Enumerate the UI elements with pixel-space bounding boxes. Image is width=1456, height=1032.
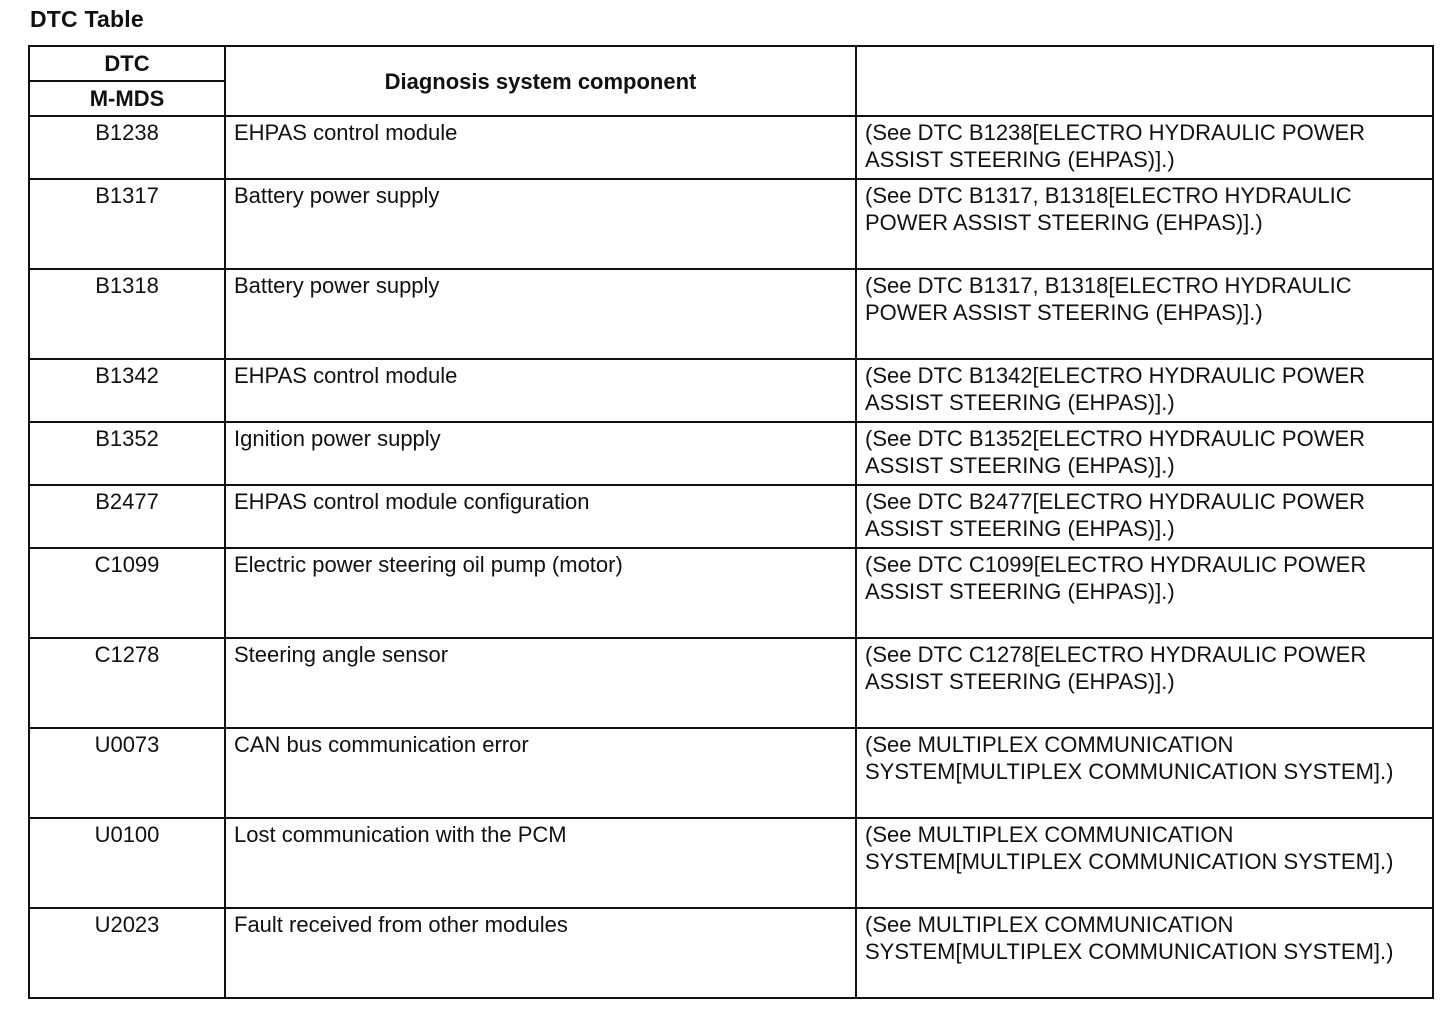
component-cell: Fault received from other modules <box>225 908 856 998</box>
dtc-code: B1317 <box>29 179 225 269</box>
component-cell: Ignition power supply <box>225 422 856 485</box>
table-row <box>29 638 1433 728</box>
table-row <box>29 485 1433 548</box>
component-cell: Lost communication with the PCM <box>225 818 856 908</box>
reference-cell: (See DTC B1238[ELECTRO HYDRAULIC POWER ASSIST STEERING (EHPAS)].) <box>856 116 1433 179</box>
header-component: Diagnosis system component <box>225 46 856 116</box>
table-row <box>29 179 1433 269</box>
component-cell: Battery power supply <box>225 179 856 269</box>
dtc-code: U2023 <box>29 908 225 998</box>
component-cell: Electric power steering oil pump (motor) <box>225 548 856 638</box>
reference-cell: (See DTC C1099[ELECTRO HYDRAULIC POWER ASSIST STEERING (EHPAS)].) <box>856 548 1433 638</box>
component-cell: CAN bus communication error <box>225 728 856 818</box>
dtc-code: C1278 <box>29 638 225 728</box>
dtc-code: B1318 <box>29 269 225 359</box>
table-header <box>29 46 1433 116</box>
dtc-table <box>28 45 1434 999</box>
table-row <box>29 359 1433 422</box>
reference-cell: (See MULTIPLEX COMMUNICATION SYSTEM[MULTIPLEX COMMUNICATION SYSTEM].) <box>856 908 1433 998</box>
table-row <box>29 728 1433 818</box>
reference-cell: (See MULTIPLEX COMMUNICATION SYSTEM[MULTIPLEX COMMUNICATION SYSTEM].) <box>856 728 1433 818</box>
dtc-code: U0100 <box>29 818 225 908</box>
table-row <box>29 818 1433 908</box>
component-cell: EHPAS control module <box>225 359 856 422</box>
reference-cell: (See DTC B1317, B1318[ELECTRO HYDRAULIC POWER ASSIST STEERING (EHPAS)].) <box>856 179 1433 269</box>
table-row <box>29 908 1433 998</box>
reference-cell: (See DTC C1278[ELECTRO HYDRAULIC POWER ASSIST STEERING (EHPAS)].) <box>856 638 1433 728</box>
table-row <box>29 548 1433 638</box>
reference-cell: (See DTC B1317, B1318[ELECTRO HYDRAULIC POWER ASSIST STEERING (EHPAS)].) <box>856 269 1433 359</box>
table-row <box>29 422 1433 485</box>
dtc-code: B1352 <box>29 422 225 485</box>
dtc-code: C1099 <box>29 548 225 638</box>
header-reference <box>856 46 1433 116</box>
component-cell: Battery power supply <box>225 269 856 359</box>
dtc-code: B2477 <box>29 485 225 548</box>
reference-cell: (See DTC B1352[ELECTRO HYDRAULIC POWER ASSIST STEERING (EHPAS)].) <box>856 422 1433 485</box>
component-cell: Steering angle sensor <box>225 638 856 728</box>
component-cell: EHPAS control module <box>225 116 856 179</box>
header-m-mds: M-MDS <box>29 81 225 116</box>
dtc-code: B1238 <box>29 116 225 179</box>
reference-cell: (See DTC B2477[ELECTRO HYDRAULIC POWER ASSIST STEERING (EHPAS)].) <box>856 485 1433 548</box>
dtc-code: U0073 <box>29 728 225 818</box>
table-row <box>29 269 1433 359</box>
component-cell: EHPAS control module configuration <box>225 485 856 548</box>
header-dtc: DTC <box>29 46 225 81</box>
page-title: DTC Table <box>30 6 144 32</box>
dtc-code: B1342 <box>29 359 225 422</box>
table-row <box>29 116 1433 179</box>
reference-cell: (See MULTIPLEX COMMUNICATION SYSTEM[MULTIPLEX COMMUNICATION SYSTEM].) <box>856 818 1433 908</box>
reference-cell: (See DTC B1342[ELECTRO HYDRAULIC POWER ASSIST STEERING (EHPAS)].) <box>856 359 1433 422</box>
